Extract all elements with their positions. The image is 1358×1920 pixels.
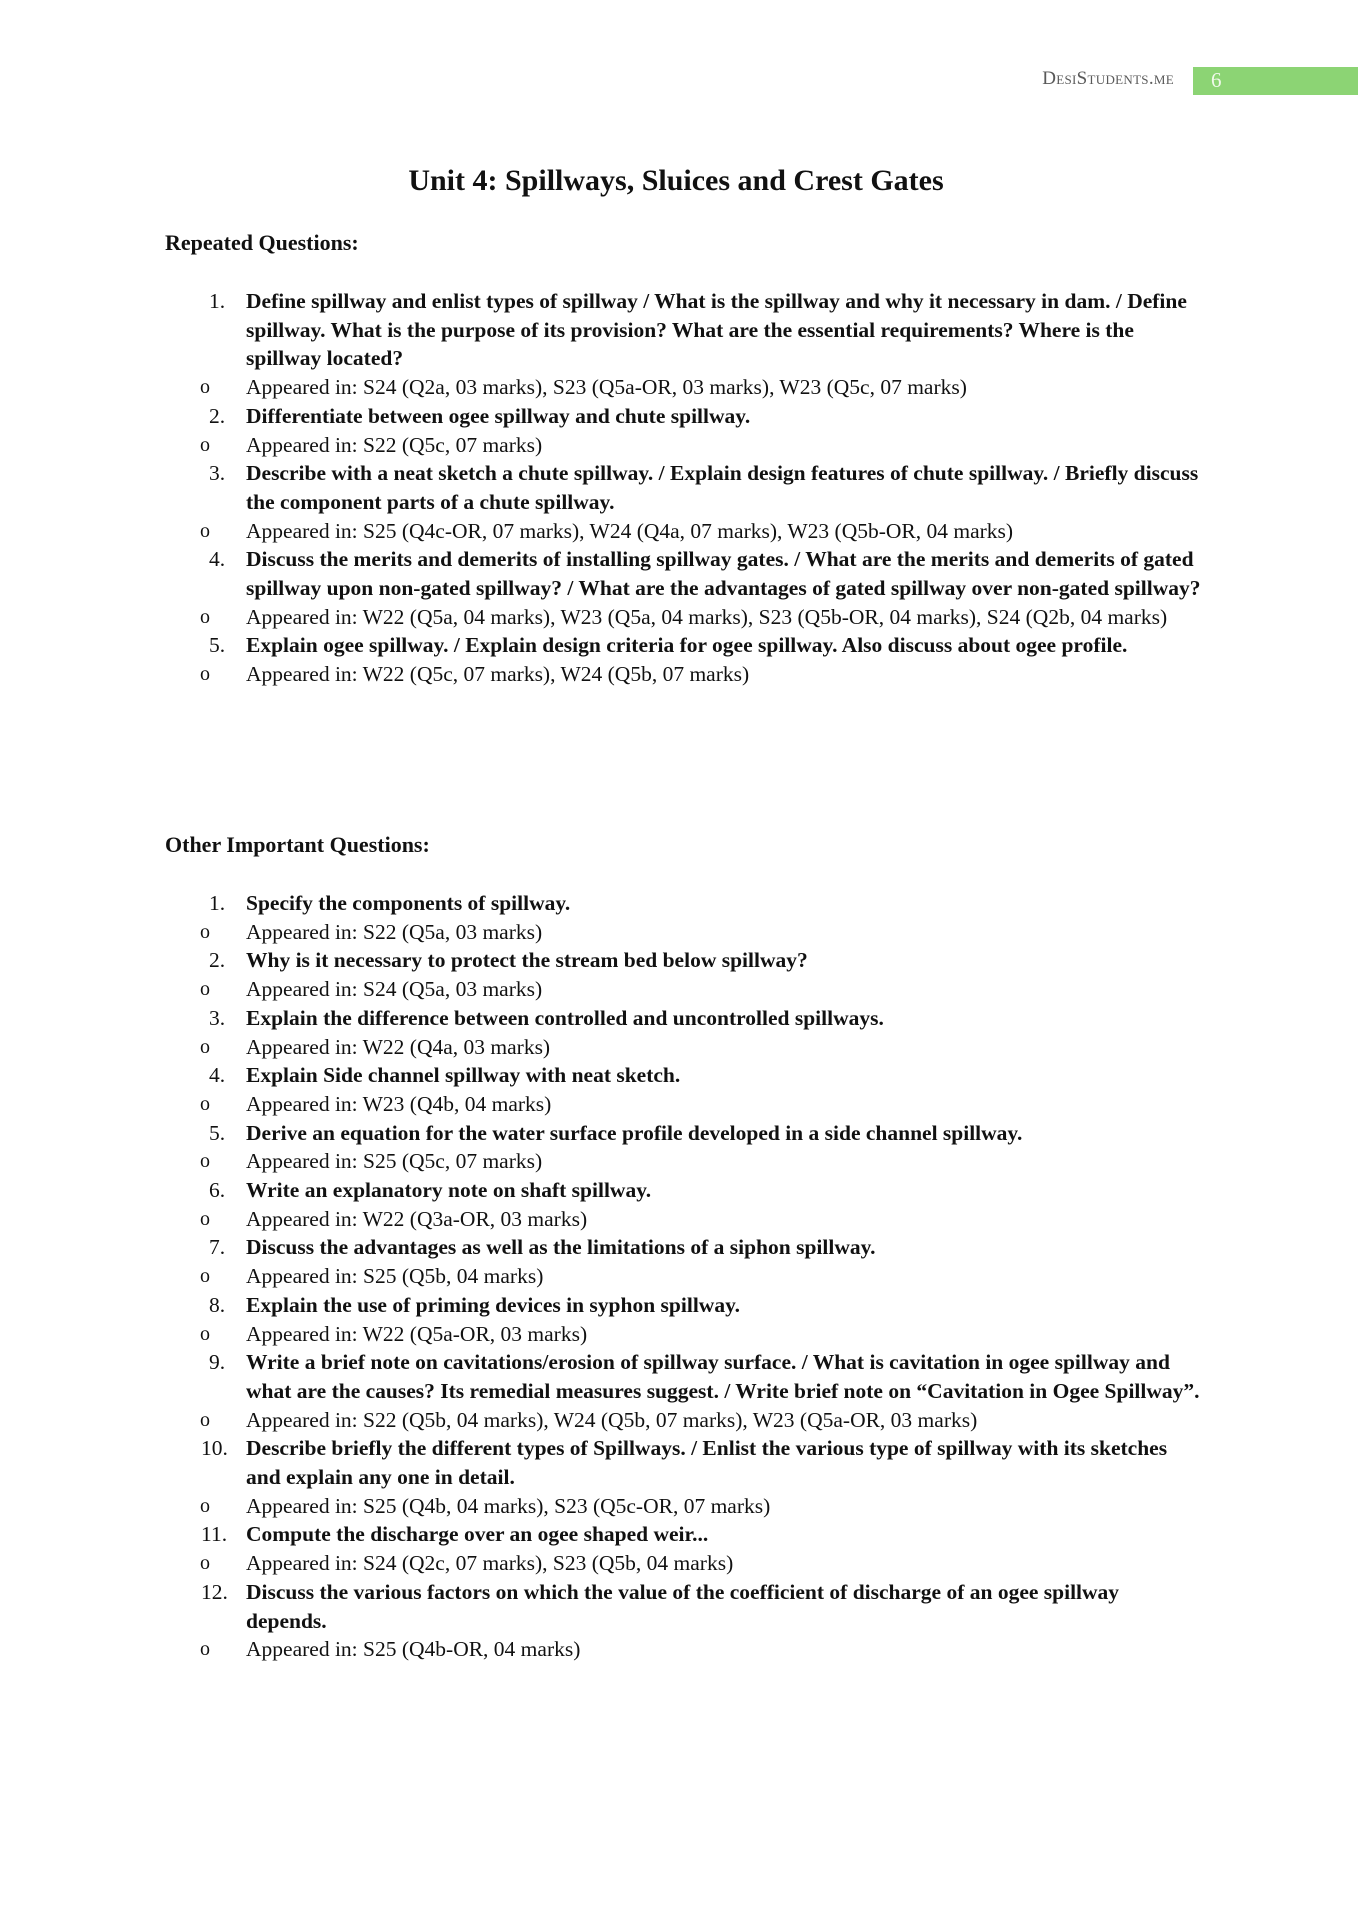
question-text: Describe with a neat sketch a chute spillway. / Explain design features of chute spillway. / Briefly discuss the component parts of a chute spillway. bbox=[246, 461, 1199, 514]
appeared-in-row bbox=[165, 1147, 1205, 1176]
appeared-in-note bbox=[165, 1147, 1205, 1176]
question-item bbox=[165, 1520, 1205, 1577]
appeared-in-note bbox=[165, 1406, 1205, 1435]
appeared-in-note bbox=[165, 517, 1205, 546]
question-item bbox=[165, 1578, 1205, 1664]
question-number-text: 3. bbox=[209, 461, 226, 486]
page-number: 6 bbox=[1211, 68, 1222, 92]
question-number bbox=[203, 631, 243, 660]
appeared-in-note bbox=[165, 1033, 1205, 1062]
appeared-in-text: Appeared in: S22 (Q5b, 04 marks), W24 (Q5b, 07 marks), W23 (Q5a-OR, 03 marks) bbox=[246, 1407, 978, 1432]
appeared-in-row bbox=[165, 1406, 1205, 1435]
page-title-text: Unit 4: Spillways, Sluices and Crest Gates bbox=[408, 164, 944, 197]
appeared-in-text: Appeared in: W22 (Q5a-OR, 03 marks) bbox=[246, 1321, 588, 1346]
appeared-in-text: Appeared in: W22 (Q5c, 07 marks), W24 (Q5b, 07 marks) bbox=[246, 662, 750, 687]
appeared-in-text: Appeared in: S25 (Q5b, 04 marks) bbox=[246, 1264, 544, 1289]
question-number-text: 12. bbox=[201, 1579, 228, 1604]
question-text: Compute the discharge over an ogee shaped weir... bbox=[246, 1522, 709, 1547]
question-number bbox=[203, 1176, 243, 1205]
question-number bbox=[203, 1291, 243, 1320]
appeared-in-row bbox=[165, 1090, 1205, 1119]
question-item bbox=[165, 1061, 1205, 1118]
question-text: Explain the use of priming devices in syphon spillway. bbox=[246, 1292, 741, 1317]
appeared-in-row bbox=[165, 1635, 1205, 1664]
question-number-text: 1. bbox=[209, 289, 226, 313]
hollow-bullet-icon: o bbox=[200, 605, 210, 628]
page-header bbox=[0, 66, 1358, 96]
section-heading-repeated: Repeated Questions: bbox=[165, 230, 359, 255]
appeared-in-note bbox=[165, 1549, 1205, 1578]
hollow-bullet-icon: o bbox=[200, 1265, 210, 1288]
hollow-bullet-icon: o bbox=[200, 1035, 210, 1058]
question-text: Discuss the various factors on which the value of the coefficient of discharge of an ogee spillway depends. bbox=[246, 1579, 1120, 1633]
hollow-bullet-icon: o bbox=[200, 1494, 210, 1517]
question-number bbox=[195, 1520, 235, 1549]
appeared-in-note bbox=[165, 1635, 1205, 1664]
question-number bbox=[195, 1578, 235, 1607]
appeared-in-row bbox=[165, 1033, 1205, 1062]
appeared-in-note bbox=[165, 918, 1205, 947]
question-number-text: 4. bbox=[209, 1063, 226, 1088]
appeared-in-text: Appeared in: S25 (Q4c-OR, 07 marks), W24 (Q4a, 07 marks), W23 (Q5b-OR, 04 marks) bbox=[246, 518, 1014, 543]
question-item bbox=[165, 1348, 1205, 1434]
question-item bbox=[165, 459, 1205, 545]
appeared-in-note bbox=[165, 1205, 1205, 1234]
appeared-in-note bbox=[165, 1320, 1205, 1349]
appeared-in-text: Appeared in: S22 (Q5a, 03 marks) bbox=[246, 919, 543, 944]
question-number-text: 4. bbox=[209, 547, 226, 572]
appeared-in-note bbox=[165, 975, 1205, 1004]
question-number bbox=[203, 946, 243, 975]
appeared-in-text: Appeared in: W22 (Q5a, 04 marks), W23 (Q5a, 04 marks), S23 (Q5b-OR, 04 marks), S24 (Q2b, 04 marks) bbox=[246, 604, 1168, 629]
question-text: Describe briefly the different types of Spillways. / Enlist the various type of spillway with its sketches and explain any one in detail. bbox=[246, 1436, 1168, 1490]
appeared-in-text: Appeared in: S25 (Q4b-OR, 04 marks) bbox=[246, 1637, 581, 1662]
question-text: Derive an equation for the water surface profile developed in a side channel spillway. bbox=[246, 1120, 1023, 1145]
question-number bbox=[203, 1061, 243, 1090]
question-item bbox=[165, 946, 1205, 1003]
hollow-bullet-icon: o bbox=[200, 1322, 210, 1345]
question-number bbox=[203, 459, 243, 488]
question-text: Write an explanatory note on shaft spillway. bbox=[246, 1178, 652, 1203]
appeared-in-row bbox=[165, 603, 1205, 632]
hollow-bullet-icon: o bbox=[200, 376, 210, 399]
hollow-bullet-icon: o bbox=[200, 978, 210, 1001]
hollow-bullet-icon: o bbox=[200, 1408, 210, 1431]
question-text: Differentiate between ogee spillway and chute spillway. bbox=[246, 403, 751, 428]
question-item bbox=[165, 889, 1205, 946]
appeared-in-text: Appeared in: S25 (Q5c, 07 marks) bbox=[246, 1149, 543, 1174]
question-number bbox=[203, 889, 243, 918]
question-item bbox=[165, 631, 1205, 688]
hollow-bullet-icon: o bbox=[200, 663, 210, 686]
appeared-in-row bbox=[165, 517, 1205, 546]
question-text: Discuss the merits and demerits of installing spillway gates. / What are the merits and demerits of gated spillway upon non-gated spillway? / What are the advantages of gated spillway over non-gated spillway? bbox=[246, 547, 1201, 601]
site-name: DesiStudents.me bbox=[1042, 68, 1174, 89]
question-item bbox=[165, 287, 1205, 402]
appeared-in-text: Appeared in: S25 (Q4b, 04 marks), S23 (Q5c-OR, 07 marks) bbox=[246, 1493, 771, 1518]
question-number bbox=[195, 1434, 235, 1463]
page-title bbox=[0, 164, 1358, 198]
question-number bbox=[203, 545, 243, 574]
appeared-in-row bbox=[165, 1492, 1205, 1521]
question-number-text: 10. bbox=[201, 1436, 228, 1461]
question-number bbox=[203, 402, 243, 431]
hollow-bullet-icon: o bbox=[200, 433, 210, 456]
appeared-in-note bbox=[165, 603, 1205, 632]
question-number-text: 2. bbox=[209, 403, 226, 428]
question-text: Explain ogee spillway. / Explain design criteria for ogee spillway. Also discuss about ogee profile. bbox=[246, 633, 1128, 658]
hollow-bullet-icon: o bbox=[200, 1552, 210, 1575]
question-text: Discuss the advantages as well as the limitations of a siphon spillway. bbox=[246, 1235, 876, 1260]
appeared-in-text: Appeared in: W22 (Q4a, 03 marks) bbox=[246, 1034, 551, 1059]
section-heading-other: Other Important Questions: bbox=[165, 832, 430, 857]
question-text: Explain Side channel spillway with neat sketch. bbox=[246, 1063, 681, 1088]
question-text: Explain the difference between controlled and uncontrolled spillways. bbox=[246, 1005, 884, 1030]
appeared-in-text: Appeared in: W23 (Q4b, 04 marks) bbox=[246, 1091, 552, 1116]
appeared-in-note bbox=[165, 1492, 1205, 1521]
appeared-in-note bbox=[165, 1262, 1205, 1291]
question-number bbox=[203, 1119, 243, 1148]
appeared-in-text: Appeared in: S24 (Q2c, 07 marks), S23 (Q5b, 04 marks) bbox=[246, 1551, 734, 1576]
appeared-in-text: Appeared in: S24 (Q5a, 03 marks) bbox=[246, 977, 543, 1002]
question-item bbox=[165, 545, 1205, 631]
question-number bbox=[203, 1004, 243, 1033]
hollow-bullet-icon: o bbox=[200, 1207, 210, 1230]
question-number-text: 11. bbox=[201, 1522, 228, 1547]
question-item bbox=[165, 1004, 1205, 1061]
question-item bbox=[165, 1176, 1205, 1233]
hollow-bullet-icon: o bbox=[200, 519, 210, 542]
page-number-box bbox=[1193, 67, 1358, 95]
hollow-bullet-icon: o bbox=[200, 1638, 210, 1661]
appeared-in-row bbox=[165, 373, 1205, 402]
question-item bbox=[165, 402, 1205, 459]
appeared-in-row bbox=[165, 431, 1205, 460]
hollow-bullet-icon: o bbox=[200, 1092, 210, 1115]
question-number-text: 5. bbox=[209, 1120, 226, 1145]
question-item bbox=[165, 1434, 1205, 1520]
appeared-in-row bbox=[165, 1205, 1205, 1234]
appeared-in-text: Appeared in: S24 (Q2a, 03 marks), S23 (Q5a-OR, 03 marks), W23 (Q5c, 07 marks) bbox=[246, 375, 967, 400]
hollow-bullet-icon: o bbox=[200, 920, 210, 943]
appeared-in-note bbox=[165, 660, 1205, 689]
question-item bbox=[165, 1233, 1205, 1290]
appeared-in-note bbox=[165, 431, 1205, 460]
question-number-text: 8. bbox=[209, 1292, 226, 1317]
question-text: Specify the components of spillway. bbox=[246, 891, 571, 915]
appeared-in-row bbox=[165, 660, 1205, 689]
appeared-in-text: Appeared in: W22 (Q3a-OR, 03 marks) bbox=[246, 1206, 588, 1231]
appeared-in-row bbox=[165, 1262, 1205, 1291]
question-number-text: 9. bbox=[209, 1350, 226, 1375]
question-number-text: 1. bbox=[209, 891, 226, 915]
appeared-in-row bbox=[165, 918, 1205, 947]
hollow-bullet-icon: o bbox=[200, 1150, 210, 1173]
question-text: Write a brief note on cavitations/erosion of spillway surface. / What is cavitation in ogee spillway and what are the causes? Its remedial measures suggest. / Write brief note on “Cavitation in Ogee Spillway”. bbox=[246, 1350, 1200, 1403]
appeared-in-note bbox=[165, 373, 1205, 402]
question-item bbox=[165, 1119, 1205, 1176]
other-questions-list bbox=[165, 889, 1205, 1664]
question-number bbox=[203, 1348, 243, 1377]
question-item bbox=[165, 1291, 1205, 1348]
question-number-text: 7. bbox=[209, 1235, 226, 1260]
question-text: Why is it necessary to protect the stream bed below spillway? bbox=[246, 948, 808, 973]
question-number-text: 6. bbox=[209, 1178, 226, 1203]
question-number bbox=[203, 287, 243, 316]
appeared-in-note bbox=[165, 1090, 1205, 1119]
question-number-text: 2. bbox=[209, 948, 226, 973]
appeared-in-row bbox=[165, 1549, 1205, 1578]
question-number-text: 5. bbox=[209, 633, 226, 658]
question-number bbox=[203, 1233, 243, 1262]
appeared-in-row bbox=[165, 975, 1205, 1004]
appeared-in-text: Appeared in: S22 (Q5c, 07 marks) bbox=[246, 432, 543, 457]
question-text: Define spillway and enlist types of spillway / What is the spillway and why it necessary in dam. / Define spillway. What is the purpose of its provision? What are the essential requirements? Where is the spillway located? bbox=[246, 289, 1187, 371]
appeared-in-row bbox=[165, 1320, 1205, 1349]
question-number-text: 3. bbox=[209, 1005, 226, 1030]
repeated-questions-list bbox=[165, 287, 1205, 689]
